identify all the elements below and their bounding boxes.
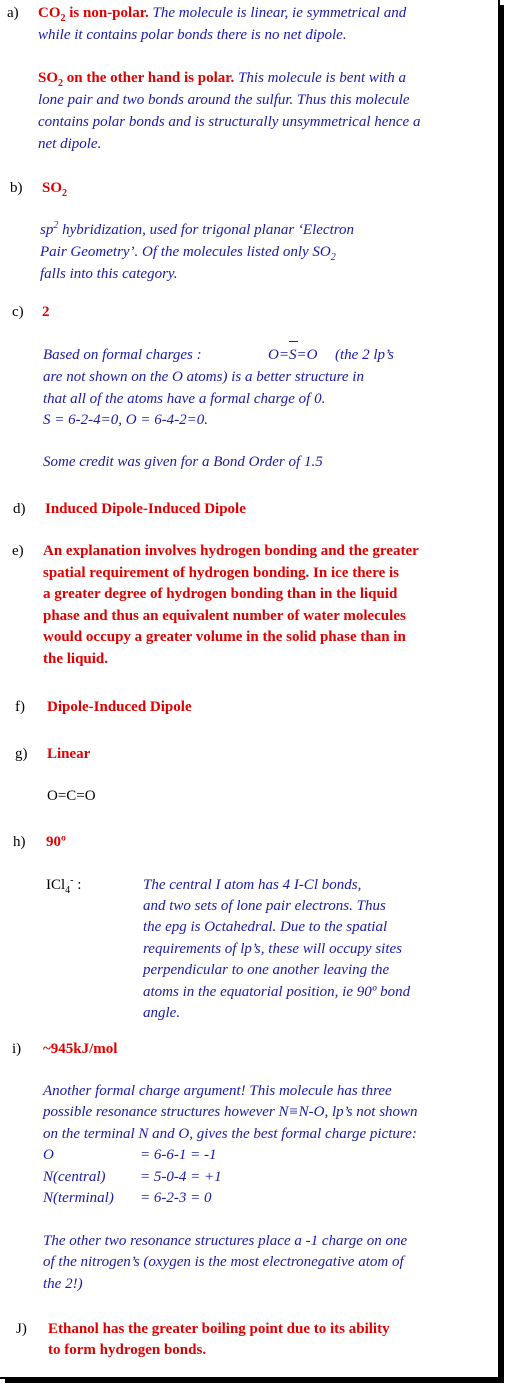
answer-e-5: would occupy a greater volume in the solid phase than in [43, 629, 406, 645]
answer-h: 90º [46, 834, 66, 850]
icl4-species: ICl$_4$- : [46, 875, 82, 896]
explanation-c-4: S = 6-2-4=0, O = 6-4-2=0. [43, 412, 209, 428]
charge-calc-n-terminal: = 6-2-3 = 0 [140, 1190, 212, 1206]
explanation-h-6: atoms in the equatorial position, ie 90º bond [143, 984, 411, 1000]
lone-pair-bar [289, 341, 298, 342]
label-f: f) [15, 699, 25, 715]
co2-answer: is non-polar. [65, 5, 149, 21]
label-g: g) [15, 746, 28, 762]
explanation-h-4: requirements of lp’s, these will occupy sites [143, 941, 402, 957]
answer-e-2: spatial requirement of hydrogen bonding. In ice there is [43, 565, 400, 581]
so2-explanation-2: lone pair and two bonds around the sulfur. Thus this molecule [38, 92, 410, 108]
explanation-h-7: angle. [143, 1005, 181, 1021]
so2-answer: on the other hand is polar. [63, 70, 235, 86]
answer-b: $SO_2$ [42, 180, 68, 199]
answer-e-1: An explanation involves hydrogen bonding and the greater [43, 543, 419, 559]
page-shadow-right [500, 5, 504, 1383]
charge-atom-n-central: N(central) [43, 1169, 106, 1185]
answer-e-6: the liquid. [43, 651, 109, 667]
explanation-h-1: The central I atom has 4 I-Cl bonds, [143, 877, 362, 893]
label-j: J) [16, 1321, 27, 1337]
label-h: h) [13, 834, 26, 850]
so2-explanation: This molecule is bent with a [234, 70, 406, 86]
explanation-i-2: possible resonance structures however N≡N-O, lp’s not shown [43, 1104, 418, 1120]
charge-atom-o: O [43, 1147, 54, 1163]
explanation-i-1: Another formal charge argument! This molecule has three [43, 1083, 392, 1099]
answer-g: Linear [47, 746, 91, 762]
answer-f: Dipole-Induced Dipole [47, 699, 192, 715]
answer-e-3: a greater degree of hydrogen bonding than in the liquid [43, 586, 398, 602]
explanation-h-3: the epg is Octahedral. Due to the spatial [143, 919, 388, 935]
explanation-h-2: and two sets of lone pair electrons. Thus [143, 898, 386, 914]
so2-explanation-4: net dipole. [38, 136, 102, 152]
charge-calc-n-central: = 5-0-4 = +1 [140, 1169, 222, 1185]
explanation-b-3: falls into this category. [40, 266, 178, 282]
co2-explanation: The molecule is linear, ie symmetrical and [148, 5, 407, 21]
co2-explanation-cont: while it contains polar bonds there is no net dipole. [38, 27, 347, 43]
label-a: a) [7, 5, 19, 21]
co2-formula: $CO_2$ [38, 5, 66, 24]
explanation-c-2: are not shown on the O atoms) is a better structure in [43, 369, 364, 385]
answer-e-4: phase and thus an equivalent number of water molecules [43, 608, 406, 624]
explanation-i-5: of the nitrogen’s (oxygen is the most electronegative atom of [43, 1254, 404, 1270]
answer-j-1: Ethanol has the greater boiling point due to its ability [48, 1321, 390, 1337]
so2-explanation-3: contains polar bonds and is structurally unsymmetrical hence a [38, 114, 421, 130]
co2-structure: O=C=O [47, 788, 96, 804]
so2-formula: $SO_2$ [38, 70, 64, 89]
label-b: b) [10, 180, 23, 196]
answer-i: ~945kJ/mol [43, 1041, 118, 1057]
explanation-c-1a: Based on formal charges : [43, 347, 202, 363]
answer-d: Induced Dipole-Induced Dipole [45, 501, 246, 517]
structure-o-s-o: O=S=O [268, 347, 318, 363]
answer-a-line-3 [38, 68, 406, 90]
label-i: i) [12, 1041, 22, 1057]
explanation-h-5: perpendicular to one another leaving the [143, 962, 390, 978]
explanation-i-4: The other two resonance structures place a -1 charge on one [43, 1233, 408, 1249]
explanation-b-2: Pair Geometry’. Of the molecules listed only $SO_2$ [40, 244, 336, 263]
explanation-c-5: Some credit was given for a Bond Order of 1.5 [43, 454, 323, 470]
label-e: e) [12, 543, 24, 559]
explanation-c-3: that all of the atoms have a formal charge of 0. [43, 391, 326, 407]
answer-a-line-1 [38, 3, 406, 25]
explanation-i-6: the 2!) [43, 1276, 83, 1292]
charge-calc-o: = 6-6-1 = -1 [140, 1147, 217, 1163]
explanation-i-3: on the terminal N and O, gives the best formal charge picture: [43, 1126, 417, 1142]
label-c: c) [12, 304, 24, 320]
answer-c: 2 [42, 304, 50, 320]
label-d: d) [13, 501, 26, 517]
page-shadow-bottom [5, 1379, 504, 1383]
answer-j-2: to form hydrogen bonds. [48, 1342, 207, 1358]
explanation-b-1: $sp^2$ hybridization, used for trigonal planar ‘Electron [40, 220, 355, 238]
explanation-c-1b: (the 2 lp’s [335, 347, 394, 363]
charge-atom-n-terminal: N(terminal) [43, 1190, 114, 1206]
